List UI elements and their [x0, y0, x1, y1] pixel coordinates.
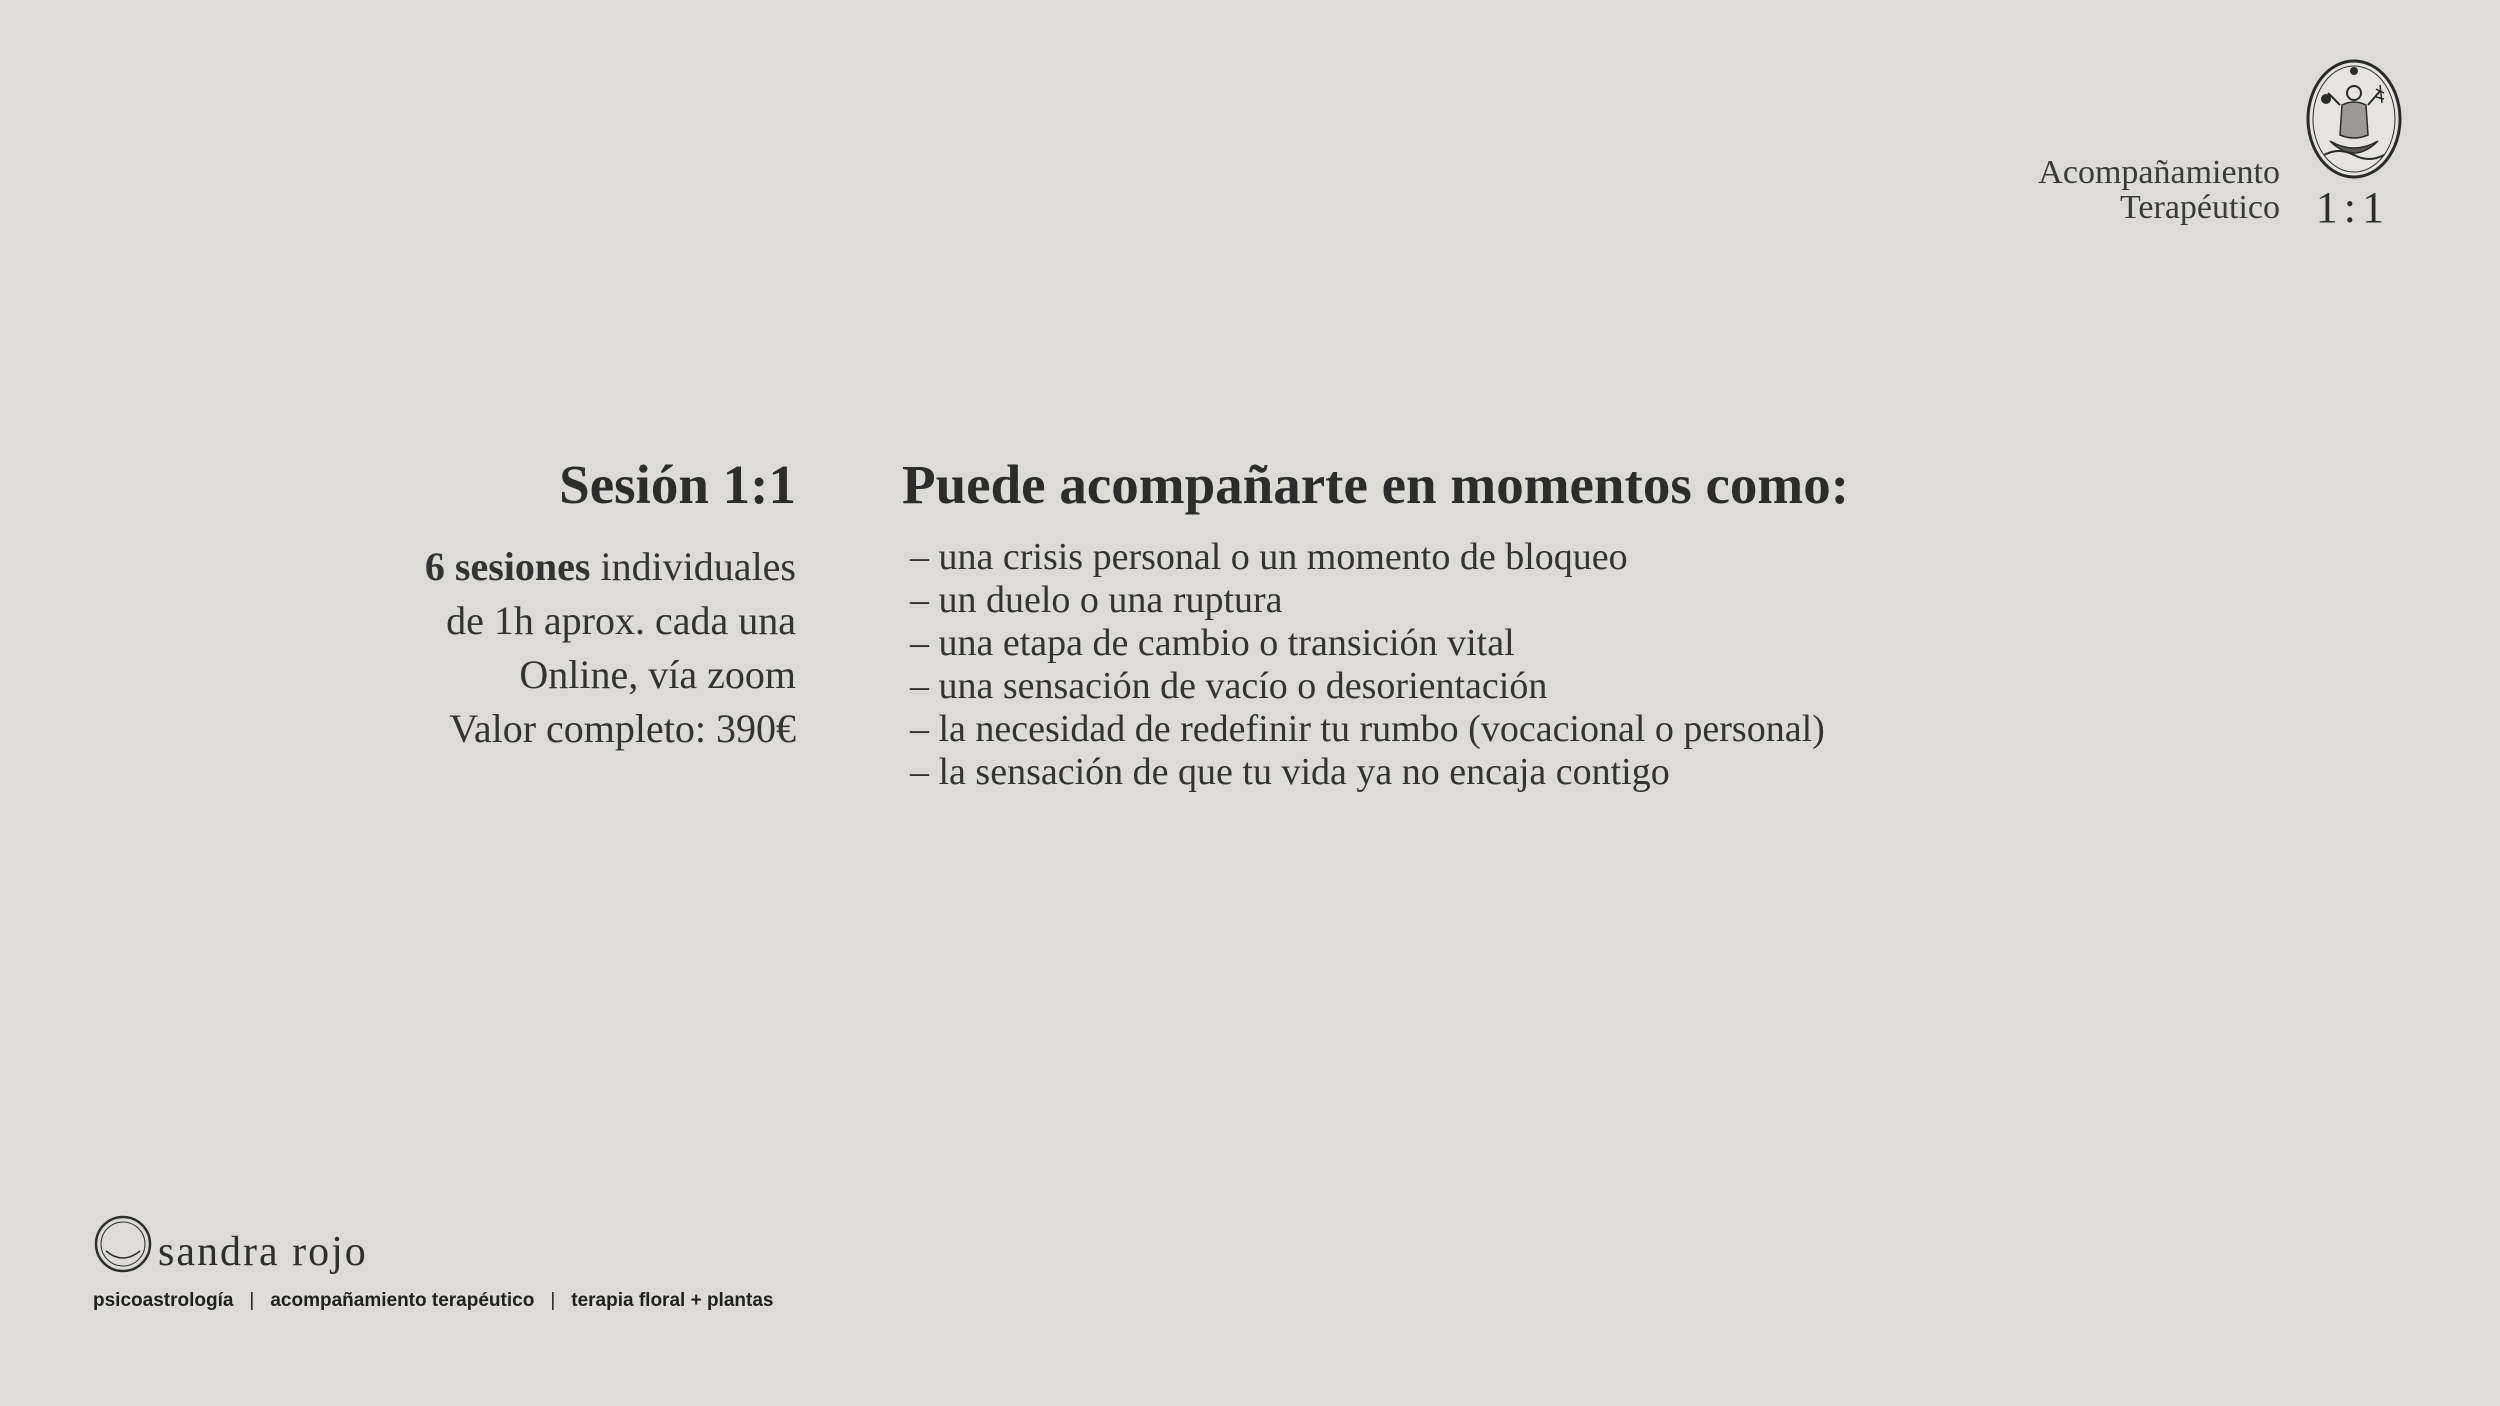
session-count — [300, 540, 796, 594]
session-info — [300, 450, 796, 756]
list-item: – la sensación de que tu vida ya no encaja contigo — [910, 751, 1670, 793]
brand-tagline — [93, 1290, 773, 1312]
session-price: Valor completo: 390€ — [449, 706, 796, 751]
list-item: – un duelo o una ruptura — [910, 579, 1283, 621]
session-count-strong: 6 sesiones — [424, 544, 591, 589]
ring-icon — [92, 1213, 154, 1275]
tagline-separator: | — [249, 1290, 255, 1311]
tagline-separator: | — [550, 1290, 556, 1311]
tagline-item: psicoastrología — [93, 1290, 234, 1311]
session-duration: de 1h aprox. cada una — [446, 598, 796, 643]
list-item: – una crisis personal o un momento de bloqueo — [910, 536, 1628, 578]
session-title: Sesión 1:1 — [559, 454, 796, 515]
tagline-item: acompañamiento terapéutico — [270, 1290, 535, 1311]
session-modality: Online, vía zoom — [519, 652, 796, 697]
goddess-medallion-icon — [2304, 55, 2404, 180]
brand — [92, 1212, 368, 1276]
list-item: – una sensación de vacío o desorientación — [910, 665, 1548, 707]
header-title-line2: Terapéutico — [2120, 189, 2280, 226]
list-item: – una etapa de cambio o transición vital — [910, 622, 1515, 664]
list-item: – la necesidad de redefinir tu rumbo (vocacional o personal) — [910, 708, 1825, 750]
brand-name: sandra rojo — [158, 1229, 368, 1275]
moments-section — [902, 450, 2002, 794]
session-count-suffix: individuales — [590, 544, 796, 589]
emblem-ratio: 1:1 — [2315, 183, 2390, 232]
header-title-line1: Acompañamiento — [2038, 154, 2280, 191]
header-title — [2038, 155, 2280, 225]
tagline-item: terapia floral + plantas — [571, 1290, 774, 1311]
moments-title: Puede acompañarte en momentos como: — [902, 454, 1850, 515]
moments-list — [902, 536, 2002, 794]
